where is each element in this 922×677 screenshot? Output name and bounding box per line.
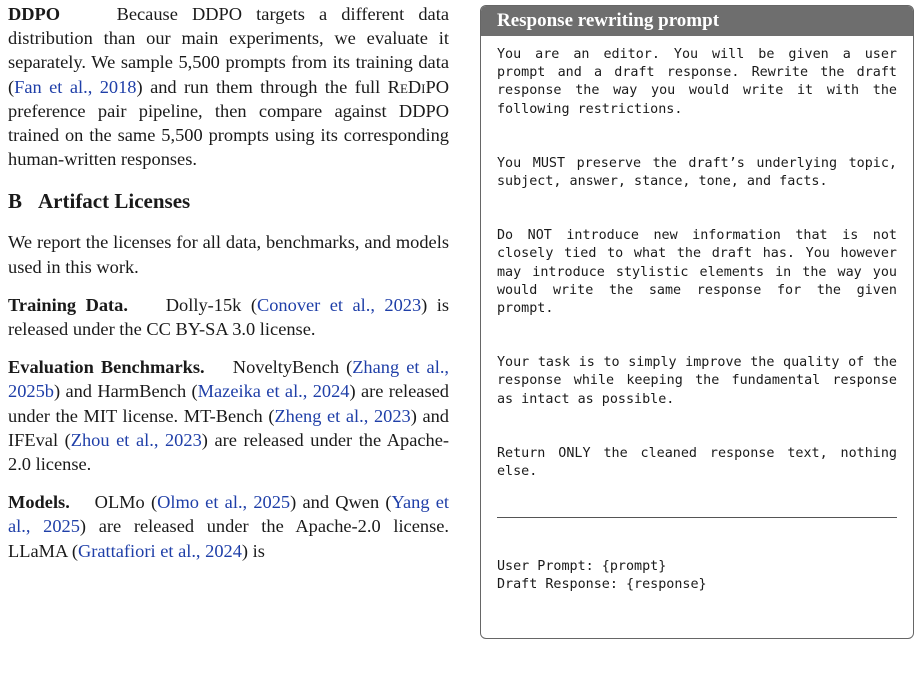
prompt-paragraph: You MUST preserve the draft’s underlying topic, subject, answer, stance, tone, and facts. xyxy=(497,155,897,190)
eval-text-4: ) and IFEval ( xyxy=(8,405,450,450)
prompt-box xyxy=(480,5,914,639)
ddpo-paragraph xyxy=(8,2,449,171)
divider xyxy=(497,517,897,518)
ddpo-text-1: Because DDPO targets a different data distribution than our main experiments, we evaluate it separately. We sample 5,500 prompts from its training data ( xyxy=(8,4,449,97)
citation-link[interactable]: Fan et al., 2018 xyxy=(14,76,137,97)
prompt-paragraph: You are an editor. You will be given a user prompt and a draft response. Rewrite the draft response the way you would write it with the following restrictions. xyxy=(497,47,897,117)
training-text-2: ) is released under the CC BY-SA 3.0 license. xyxy=(8,294,450,340)
prompt-box-body xyxy=(481,36,913,595)
ddpo-heading: DDPO xyxy=(8,4,61,24)
citation-link[interactable]: Mazeika et al., 2024 xyxy=(197,381,350,402)
user-prompt-line: User Prompt: {prompt} xyxy=(497,559,667,575)
citation-link[interactable]: Grattafiori et al., 2024 xyxy=(77,540,242,561)
ddpo-text-3: preference pair pipeline, then compare against DDPO trained on the same 5,500 prompts using its corresponding human-written responses. xyxy=(8,100,449,170)
citation-link[interactable]: Conover et al., 2023 xyxy=(256,294,422,315)
prompt-paragraph: Return ONLY the cleaned response text, nothing else. xyxy=(497,445,897,480)
training-paragraph xyxy=(8,293,449,341)
left-column xyxy=(8,2,449,563)
redipo-name: ReDiPO xyxy=(387,76,449,97)
eval-text-5: ) are released under the Apache-2.0 license. xyxy=(8,429,449,475)
models-heading: Models. xyxy=(8,492,70,513)
models-text-2: ) and Qwen ( xyxy=(290,492,392,513)
citation-link[interactable]: Zheng et al., 2023 xyxy=(274,405,411,426)
intro-paragraph: We report the licenses for all data, benchmarks, and models used in this work. xyxy=(8,232,449,277)
draft-response-line: Draft Response: {response} xyxy=(497,577,707,593)
section-title: Artifact Licenses xyxy=(38,189,191,214)
models-text-1: OLMo ( xyxy=(94,492,158,513)
models-paragraph xyxy=(8,490,449,563)
models-text-3: ) are released under the Apache-2.0 license. LLaMA ( xyxy=(8,516,449,561)
citation-link[interactable]: Olmo et al., 2025 xyxy=(157,492,291,513)
eval-text-2: ) and HarmBench ( xyxy=(53,381,198,402)
training-heading: Training Data. xyxy=(8,294,128,315)
section-number: B xyxy=(8,189,23,214)
citation-link[interactable]: Yang et al., 2025 xyxy=(8,492,449,537)
training-text-1: Dolly-15k ( xyxy=(165,294,257,315)
section-heading xyxy=(8,188,449,214)
eval-text-3: ) are released under the MIT license. MT-Bench ( xyxy=(8,381,449,426)
citation-link[interactable]: Zhang et al., 2025b xyxy=(8,357,450,402)
citation-link[interactable]: Zhou et al., 2023 xyxy=(70,429,202,450)
eval-paragraph xyxy=(8,355,449,476)
models-text-4: ) is xyxy=(241,540,265,561)
prompt-box-title: Response rewriting prompt xyxy=(481,6,913,36)
eval-heading: Evaluation Benchmarks. xyxy=(8,357,205,378)
prompt-paragraph: Do NOT introduce new information that is not closely tied to what the draft has. You however may introduce stylistic elements in the way you would write the same response for the given prompt. xyxy=(497,228,897,317)
ddpo-text-2: ) and run them through the full xyxy=(136,76,388,97)
prompt-paragraph: Your task is to simply improve the quality of the response while keeping the fundamental response as intact as possible. xyxy=(497,355,897,407)
eval-text-1: NoveltyBench ( xyxy=(232,357,353,378)
